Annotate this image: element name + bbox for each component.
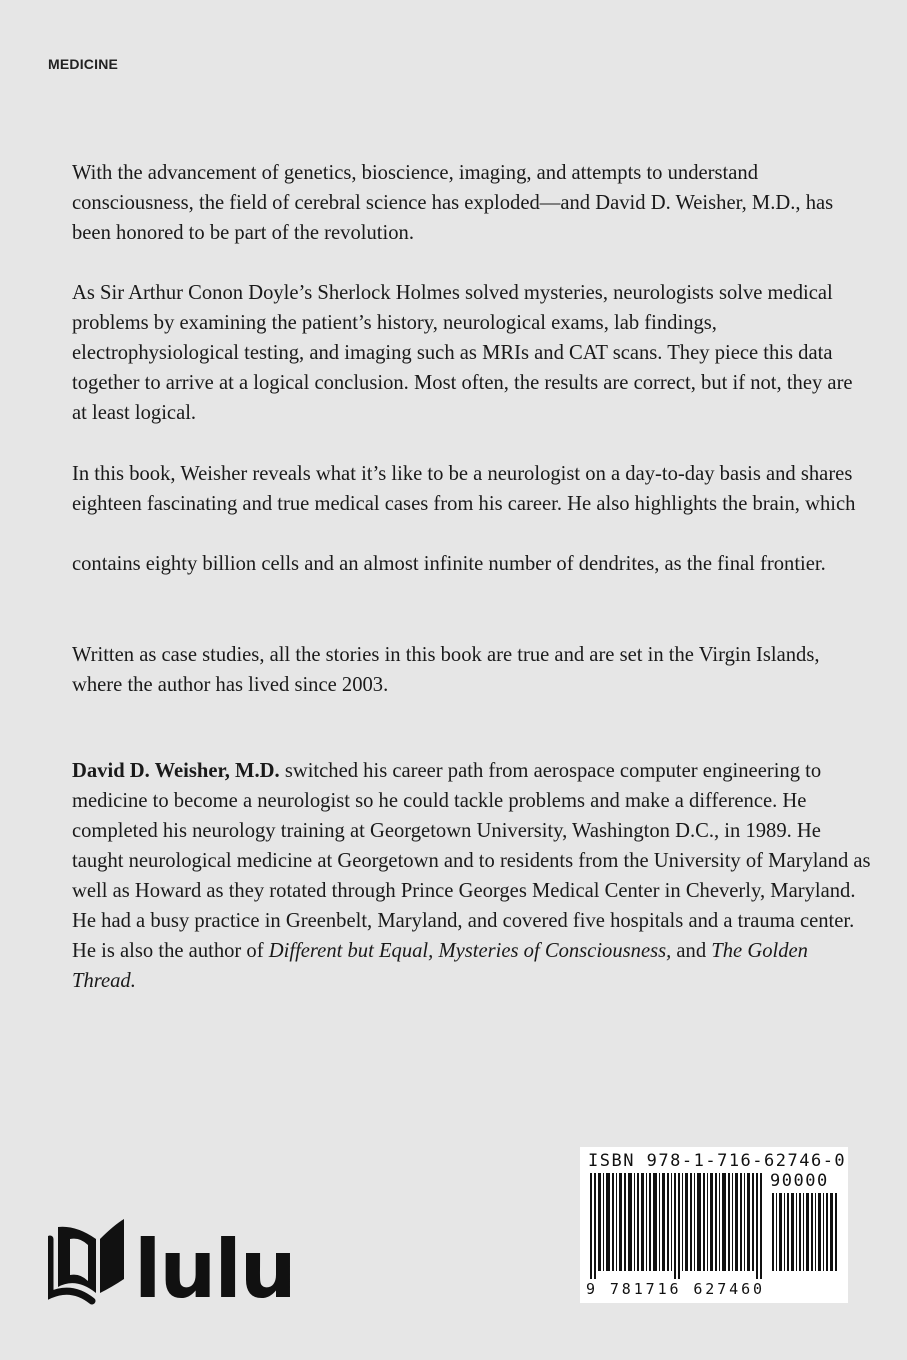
isbn-barcode — [580, 1147, 848, 1303]
author-name: David D. Weisher, M.D. — [72, 760, 280, 782]
description-paragraph-1: With the advancement of genetics, bioscience, imaging, and attempts to understand consciousness, the field of cerebral science has exploded—and David D. Weisher, M.D., has been honored to be part of the revolution. — [72, 162, 834, 244]
author-bio-text: switched his career path from aerospace computer engineering to medicine to become a neurologist so he could tackle problems and make a difference. He completed his neurology training at Georgetown University, Washington D.C., in 1989. He taught neurological medicine at Georgetown and to residents from the University of Maryland as well as Howard as they rotated through Prince Georges Medical Center in Cheverly, Maryland. He had a busy practice in Greenbelt, Maryland, and covered five hospitals and a trauma center. He is also the author of — [72, 760, 871, 962]
description-paragraph-5: Written as case studies, all the stories in this book are true and are set in the Virgin Islands, where the author has lived since 2003. — [72, 644, 820, 696]
description-paragraph-4: contains eighty billion cells and an almost infinite number of dendrites, as the final frontier. — [72, 553, 826, 575]
book-title-2: Mysteries of Consciousness, — [438, 940, 672, 962]
author-bio: David D. Weisher, M.D. switched his career path from aerospace computer engineering to medicine to become a neurologist so he could tackle problems and make a difference. He completed his neurology training at Georgetown University, Washington D.C., in 1989. He taught neurological medicine at Georgetown and to residents from the University of Maryland as well as Howard as they rotated through Prince Georges Medical Center in Cheverly, Maryland. He had a busy practice in Greenbelt, Maryland, and covered five hospitals and a trauma center. He is also the author of Different but Equal, Mysteries of Consciousness, and The Golden Thread. — [72, 760, 871, 992]
category-label: MEDICINE — [48, 56, 119, 72]
book-title-1: Different but Equal, — [268, 940, 434, 962]
isbn-label: ISBN 978-1-716-62746-0 — [588, 1151, 847, 1171]
price-code: 90000 — [770, 1171, 829, 1191]
barcode-bars — [590, 1173, 765, 1279]
book-title-3: The Golden Thread. — [72, 940, 808, 992]
publisher-logo — [48, 1205, 308, 1305]
addon-barcode-bars — [772, 1193, 838, 1271]
ean-digits: 9 781716 627460 — [586, 1280, 765, 1298]
book-icon — [50, 1219, 124, 1301]
publisher-name: lulu — [134, 1223, 295, 1305]
description-paragraph-2: As Sir Arthur Conon Doyle’s Sherlock Holmes solved mysteries, neurologists solve medical problems by examining the patient’s history, neurological exams, lab findings, electrophysiological testing, and imaging such as MRIs and CAT scans. They piece this data together to arrive at a logical conclusion. Most often, the results are correct, but if not, they are at least logical. — [72, 282, 853, 424]
description-paragraph-3: In this book, Weisher reveals what it’s like to be a neurologist on a day-to-day basis and shares eighteen fascinating and true medical cases from his career. He also highlights the brain, which — [72, 463, 856, 515]
